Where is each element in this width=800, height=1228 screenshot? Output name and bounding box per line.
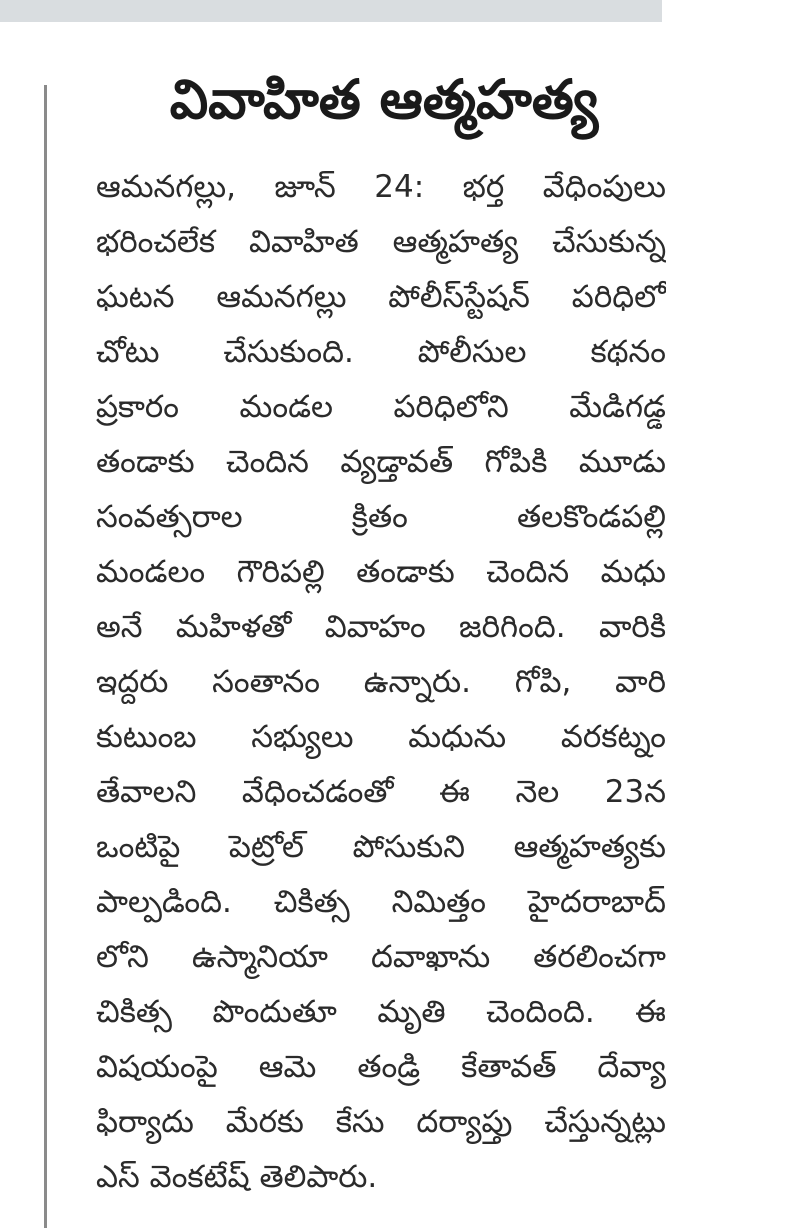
article-line: ఆమనగల్లు, జూన్ 24: భర్త వేధింపులు xyxy=(96,169,666,205)
article-line: ఫిర్యాదు మేరకు కేసు దర్యాప్తు చేస్తున్నట్లు xyxy=(96,1104,666,1140)
article-line: లోని ఉస్మానియా దవాఖాను తరలించగా xyxy=(96,939,666,975)
article-line: భరించలేక వివాహిత ఆత్మహత్య చేసుకున్న xyxy=(96,224,666,260)
article-line: ప్రకారం మండల పరిధిలోని మేడిగడ్డ xyxy=(96,389,666,425)
article-line: ఘటన ఆమనగల్లు పోలీస్‌స్టేషన్ పరిధిలో xyxy=(96,279,666,315)
article-line: కుటుంబ సభ్యులు మధును వరకట్నం xyxy=(96,719,666,755)
article-line: పాల్పడింది. చికిత్స నిమిత్తం హైదరాబాద్ xyxy=(96,884,666,920)
article-line: సంవత్సరాల క్రితం తలకొండపల్లి xyxy=(96,499,666,535)
article-body xyxy=(96,160,666,1205)
top-band xyxy=(0,0,662,22)
article-line: విషయంపై ఆమె తండ్రి కేతావత్ దేవ్యా xyxy=(96,1049,666,1085)
article-line: తేవాలని వేధించడంతో ఈ నెల 23న xyxy=(96,774,666,810)
article-line: అనే మహిళతో వివాహం జరిగింది. వారికి xyxy=(96,609,666,645)
article-line: చోటు చేసుకుంది. పోలీసుల కథనం xyxy=(96,334,666,370)
column-rule xyxy=(44,85,47,1228)
article-line: తండాకు చెందిన వ్యడ్తావత్ గోపికి మూడు xyxy=(96,444,666,480)
article-line: చికిత్స పొందుతూ మృతి చెందింది. ఈ xyxy=(96,994,666,1030)
article-line: మండలం గౌరిపల్లి తండాకు చెందిన మధు xyxy=(96,554,666,590)
article-line: ఒంటిపై పెట్రోల్ పోసుకుని ఆత్మహత్యకు xyxy=(96,829,666,865)
headline: వివాహిత ఆత్మహత్య xyxy=(169,68,599,131)
article-line: ఇద్దరు సంతానం ఉన్నారు. గోపి, వారి xyxy=(96,664,666,700)
article-line: ఎస్ వెంకటేష్ తెలిపారు. xyxy=(96,1159,378,1195)
